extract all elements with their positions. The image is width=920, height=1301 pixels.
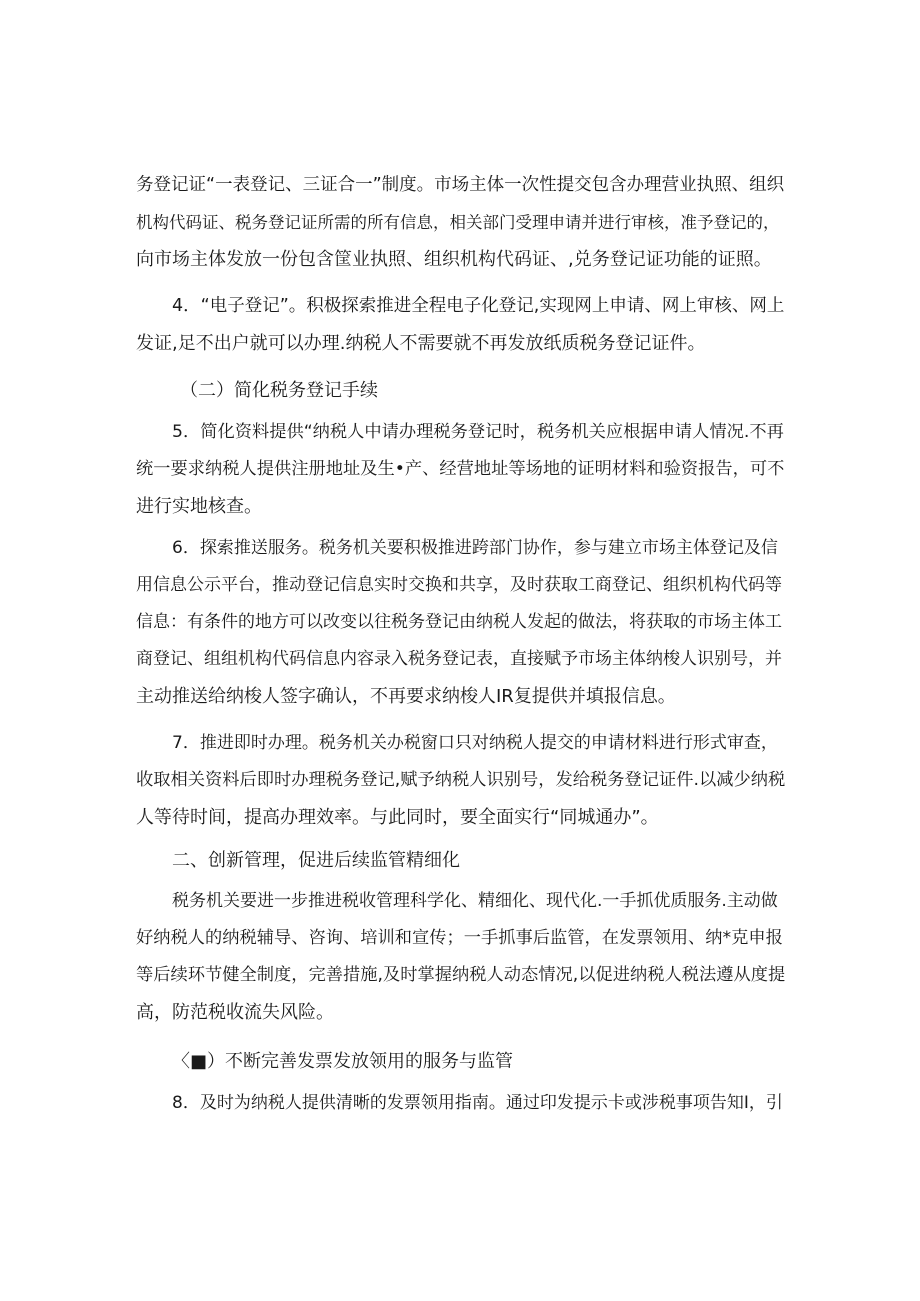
text-line: 主动推送给纳梭人签字确认，不再要求纳梭人IR复提供并填报信息。	[136, 686, 676, 707]
text-line: 收取相关资料后即时办理税务登记,赋予纳税人识别号，发给税务登记证件.以减少纳税	[136, 770, 786, 790]
paragraph-item-4	[136, 288, 786, 362]
text-line: 4．“电子登记”。积极探索推进全程电子化登记,实现网上申请、网上审核、网上	[172, 296, 785, 316]
text-line: 务登记证“一表登记、三证合一”制度。市场主体一次性提交包含办理营业执照、组织	[136, 175, 785, 195]
text-line: 统一要求纳税人提供注册地址及生•产、经营地址等场地的证明材料和验资报告，可不	[136, 459, 785, 479]
paragraph-item-7	[136, 725, 786, 836]
paragraph-item-6	[136, 530, 786, 715]
text-line: 税务机关要进一步推进税收管理科学化、精细化、现代化.一手抓优质服务.主动做	[172, 891, 778, 911]
section-heading-invoice: 〈■）不断完善发票发放领用的服务与监管	[172, 1051, 514, 1072]
text-line: 人等待时间，提高办理效率。与此同时，要全面实行“同城通办”。	[136, 807, 659, 828]
text-line: 用信息公示平台，推动登记信息实时交换和共享，及时获取工商登记、组织机构代码等	[136, 575, 782, 595]
text-line: 8．及时为纳税人提供清晰的发票领用指南。通过印发提示卡或涉税事项告知I，引	[172, 1093, 783, 1113]
section-heading-simplify: （二）简化税务登记手续	[180, 380, 378, 401]
text-line: 高，防范税收流失风险。	[136, 1002, 334, 1023]
text-line: 信息：有条件的地方可以改变以往税务登记由纳税人发起的做法，将获取的市场主体工	[136, 612, 782, 632]
text-line: 向市场主体发放一份包含筐业执照、组织机构代码证、,兑务登记证功能的证照。	[136, 249, 772, 270]
text-line: 好纳税人的纳税辅导、咨询、培训和宣传；一手抓事后监管，在发票领用、纳*克申报	[136, 928, 783, 948]
paragraph-tax-management	[136, 883, 786, 1031]
text-line: 5．简化资料提供“纳税人中请办理税务登记时，税务机关应根据申请人情况.不再	[172, 422, 784, 442]
paragraph-item-8	[136, 1085, 786, 1122]
paragraph-registration-intro	[136, 167, 786, 278]
text-line: 7．推进即时办理。税务机关办税窗口只对纳税人提交的申请材料进行形式审查，	[172, 733, 778, 753]
text-line: 进行实地核查。	[136, 496, 262, 517]
text-line: 等后续环节健全制度，完善措施,及时掌握纳税人动态情况,以促进纳税人税法遵从度提	[136, 965, 786, 985]
text-line: 发证,足不出户就可以办理.纳税人不需要就不再发放纸质税务登记证件。	[136, 333, 706, 354]
section-heading-innovate: 二、创新管理，促进后续监管精细化	[172, 850, 460, 871]
paragraph-item-5	[136, 414, 786, 525]
text-line: 商登记、组组机构代码信息内容录入税务登记表，直接赋予市场主体纳梭人识别号，并	[136, 649, 782, 669]
text-line: 6．探索推送服务。税务机关要积极推进跨部门协作，参与建立市场主体登记及信	[172, 538, 778, 558]
text-line: 机构代码证、税务登记证所需的所有信息，相关部门受理申请并进行审核，准予登记的，	[136, 213, 780, 232]
